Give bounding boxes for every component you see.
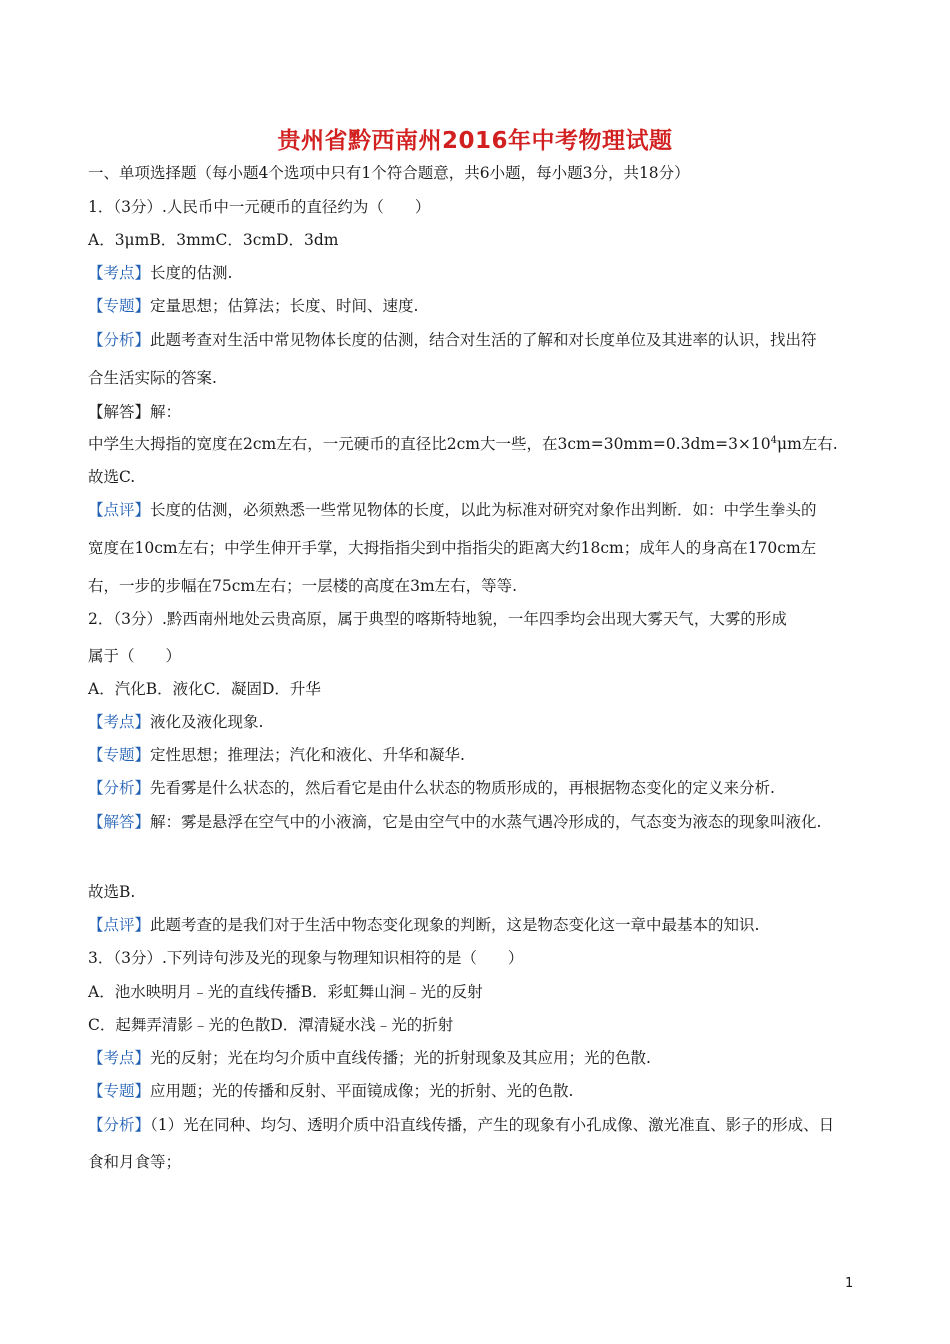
tag-zhuanti: 【专题】 bbox=[88, 1082, 151, 1100]
q2-fenxi bbox=[88, 778, 775, 798]
q1-jieda-exponent: 4 bbox=[770, 434, 778, 446]
q2-jieda bbox=[88, 812, 821, 832]
q2-dianping bbox=[88, 915, 759, 935]
tag-kaodian: 【考点】 bbox=[88, 713, 151, 731]
q1-jieda-text-a: 中学生大拇指的宽度在2cm左右，一元硬币的直径比2cm大一些，在3cm=30mm=0.3dm=3×10 bbox=[88, 435, 771, 453]
q1-jieda-text-b: μm左右. bbox=[777, 435, 838, 453]
q3-stem: 3．（3分）.下列诗句涉及光的现象与物理知识相符的是（ ） bbox=[88, 949, 524, 967]
tag-kaodian: 【考点】 bbox=[88, 264, 151, 282]
q3-fenxi-line-2: 食和月食等； bbox=[88, 1153, 182, 1171]
page-title: 贵州省黔西南州2016年中考物理试题 bbox=[277, 128, 673, 154]
tag-zhuanti: 【专题】 bbox=[88, 297, 151, 315]
q1-dianping-text-1: 长度的估测，必须熟悉一些常见物体的长度，以此为标准对研究对象作出判断．如：中学生拳头的 bbox=[150, 501, 817, 519]
q2-zhuanti bbox=[88, 745, 465, 765]
tag-kaodian: 【考点】 bbox=[88, 1049, 151, 1067]
q1-kaodian bbox=[88, 263, 232, 283]
section-heading: 一、单项选择题（每小题4个选项中只有1个符合题意，共6小题，每小题3分，共18分） bbox=[88, 164, 690, 182]
q3-kaodian bbox=[88, 1048, 651, 1068]
q3-options-line-2: C．起舞弄清影﹣光的色散D．潭清疑水浅﹣光的折射 bbox=[88, 1016, 454, 1034]
q1-stem: 1．（3分）.人民币中一元硬币的直径约为（ ） bbox=[88, 198, 431, 216]
q2-options: A．汽化B．液化C．凝固D．升华 bbox=[88, 680, 321, 698]
q1-jieda-body bbox=[88, 434, 838, 454]
tag-fenxi: 【分析】 bbox=[88, 779, 151, 797]
q1-options: A．3μmB．3mmC．3cmD．3dm bbox=[88, 231, 339, 249]
tag-dianping: 【点评】 bbox=[88, 501, 151, 519]
tag-zhuanti: 【专题】 bbox=[88, 746, 151, 764]
q1-dianping-line-3: 右，一步的步幅在75cm左右；一层楼的高度在3m左右，等等. bbox=[88, 577, 518, 595]
q1-zhuanti-text: 定量思想；估算法；长度、时间、速度. bbox=[150, 297, 419, 315]
q3-kaodian-text: 光的反射；光在均匀介质中直线传播；光的折射现象及其应用；光的色散. bbox=[150, 1049, 651, 1067]
q2-answer: 故选B. bbox=[88, 883, 136, 901]
q1-answer: 故选C. bbox=[88, 468, 136, 486]
page-number: 1 bbox=[845, 1276, 854, 1291]
q3-zhuanti bbox=[88, 1081, 573, 1101]
q1-jieda-head: 【解答】解： bbox=[88, 403, 182, 421]
q2-stem-line-1: 2．（3分）.黔西南州地处云贵高原，属于典型的喀斯特地貌，一年四季均会出现大雾天气，大雾的形成 bbox=[88, 610, 787, 628]
q3-options-line-1: A．池水映明月﹣光的直线传播B．彩虹舞山涧﹣光的反射 bbox=[88, 983, 483, 1001]
q2-dianping-text: 此题考查的是我们对于生活中物态变化现象的判断，这是物态变化这一章中最基本的知识. bbox=[150, 916, 760, 934]
q1-dianping bbox=[88, 500, 817, 520]
q3-fenxi bbox=[88, 1115, 834, 1135]
q2-kaodian-text: 液化及液化现象. bbox=[150, 713, 264, 731]
q2-jieda-text: 解：雾是悬浮在空气中的小液滴，它是由空气中的水蒸气遇冷形成的，气态变为液态的现象叫液化. bbox=[150, 813, 822, 831]
tag-fenxi: 【分析】 bbox=[88, 331, 151, 349]
q1-fenxi bbox=[88, 330, 817, 350]
q2-stem-line-2: 属于（ ） bbox=[88, 647, 182, 665]
q1-kaodian-text: 长度的估测. bbox=[150, 264, 233, 282]
tag-fenxi: 【分析】 bbox=[88, 1116, 151, 1134]
q1-dianping-line-2: 宽度在10cm左右；中学生伸开手掌，大拇指指尖到中指指尖的距离大约18cm；成年人的身高在170cm左 bbox=[88, 539, 817, 557]
q3-fenxi-text-1: （1）光在同种、均匀、透明介质中沿直线传播，产生的现象有小孔成像、激光准直、影子的形成、日 bbox=[150, 1116, 835, 1134]
q2-zhuanti-text: 定性思想；推理法；汽化和液化、升华和凝华. bbox=[150, 746, 465, 764]
q1-fenxi-line-2: 合生活实际的答案. bbox=[88, 369, 217, 387]
q1-fenxi-text-1: 此题考查对生活中常见物体长度的估测，结合对生活的了解和对长度单位及其进率的认识，找出符 bbox=[150, 331, 817, 349]
q2-kaodian bbox=[88, 712, 263, 732]
q2-fenxi-text: 先看雾是什么状态的，然后看它是由什么状态的物质形成的，再根据物态变化的定义来分析. bbox=[150, 779, 775, 797]
q1-zhuanti bbox=[88, 296, 418, 316]
q3-zhuanti-text: 应用题；光的传播和反射、平面镜成像；光的折射、光的色散. bbox=[150, 1082, 574, 1100]
tag-jieda: 【解答】 bbox=[88, 813, 151, 831]
tag-dianping: 【点评】 bbox=[88, 916, 151, 934]
